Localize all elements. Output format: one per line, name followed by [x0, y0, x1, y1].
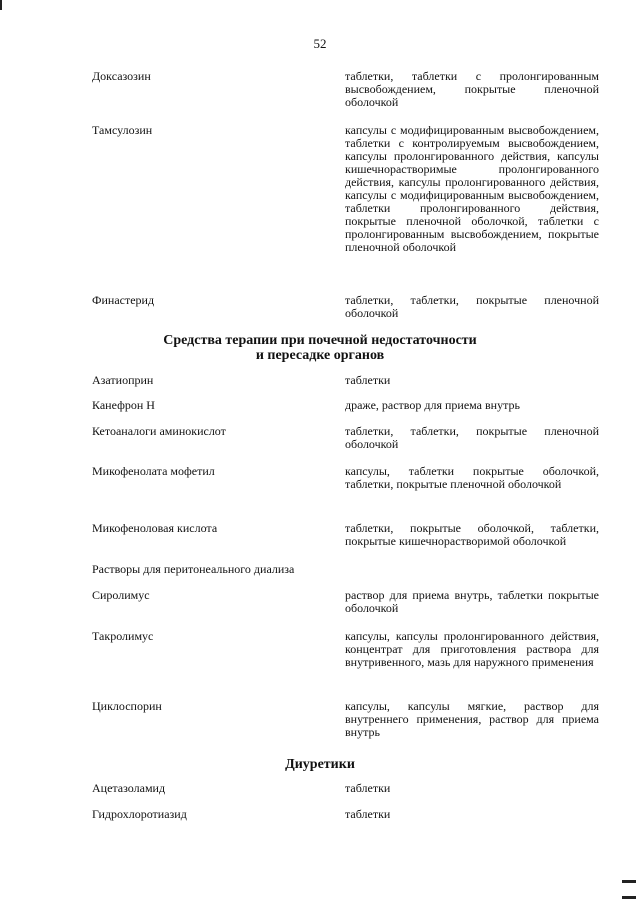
- drug-name: Канефрон Н: [92, 398, 155, 412]
- drug-dosage-forms: таблетки, таблетки, покрытые пленочной оболочкой: [345, 293, 599, 320]
- drug-dosage-forms: таблетки: [345, 807, 391, 821]
- drug-name: Финастерид: [92, 293, 155, 307]
- drug-name: Ацетазоламид: [92, 781, 166, 795]
- drug-dosage-forms: таблетки: [345, 781, 391, 795]
- drug-dosage-forms: таблетки: [345, 373, 391, 387]
- drug-name: Микофенолата мофетил: [92, 464, 215, 478]
- drug-name: Сиролимус: [92, 588, 150, 602]
- scan-edge-mark-bottom-right-1: [622, 880, 636, 883]
- drug-dosage-forms: капсулы, капсулы пролонгированного действия, концентрат для приготовления раствора для внутривенного, мазь для наружного применения: [345, 629, 599, 669]
- scan-edge-mark-bottom-right-2: [622, 896, 636, 899]
- drug-dosage-forms: таблетки, покрытые оболочкой, таблетки, покрытые кишечнорастворимой оболочкой: [345, 521, 599, 548]
- drug-name: Доксазозин: [92, 69, 151, 83]
- drug-dosage-forms: раствор для приема внутрь, таблетки покрытые оболочкой: [345, 588, 599, 615]
- drug-name: Азатиоприн: [92, 373, 154, 387]
- drug-name: Растворы для перитонеального диализа: [92, 562, 295, 576]
- drug-name: Тамсулозин: [92, 123, 153, 137]
- drug-dosage-forms: таблетки, таблетки, покрытые пленочной оболочкой: [345, 424, 599, 451]
- section-title-line: Средства терапии при почечной недостаточности: [163, 333, 477, 348]
- section-title-diuretics: [0, 757, 640, 772]
- drug-dosage-forms: капсулы, капсулы мягкие, раствор для внутреннего применения, раствор для приема внутрь: [345, 699, 599, 739]
- page-number: 52: [313, 36, 327, 51]
- scan-edge-mark-top-left: [0, 0, 2, 10]
- drug-name: Такролимус: [92, 629, 154, 643]
- drug-name: Микофеноловая кислота: [92, 521, 218, 535]
- section-title-line: Диуретики: [285, 757, 355, 772]
- drug-dosage-forms: капсулы, таблетки покрытые оболочкой, таблетки, покрытые пленочной оболочкой: [345, 464, 599, 491]
- drug-name: Циклоспорин: [92, 699, 162, 713]
- drug-dosage-forms: капсулы с модифицированным высвобождением, таблетки с контролируемым высвобождением, капсулы пролонгированного действия, капсулы кишечнорастворимые пролонгированного действия, капсулы пролонгированного действия, капсулы с модифицированным высвобождением, таблетки пролонгированного действия, покрытые пленочной оболочкой, таблетки с пролонгированным высвобождением, покрытые пленочной оболочкой: [345, 123, 599, 254]
- drug-name: Гидрохлоротиазид: [92, 807, 187, 821]
- section-title-renal: [0, 333, 640, 363]
- drug-dosage-forms: таблетки, таблетки с пролонгированным высвобождением, покрытые пленочной оболочкой: [345, 69, 599, 109]
- section-title-line: и пересадке органов: [255, 348, 385, 363]
- drug-name: Кетоаналоги аминокислот: [92, 424, 226, 438]
- drug-dosage-forms: драже, раствор для приема внутрь: [345, 398, 520, 412]
